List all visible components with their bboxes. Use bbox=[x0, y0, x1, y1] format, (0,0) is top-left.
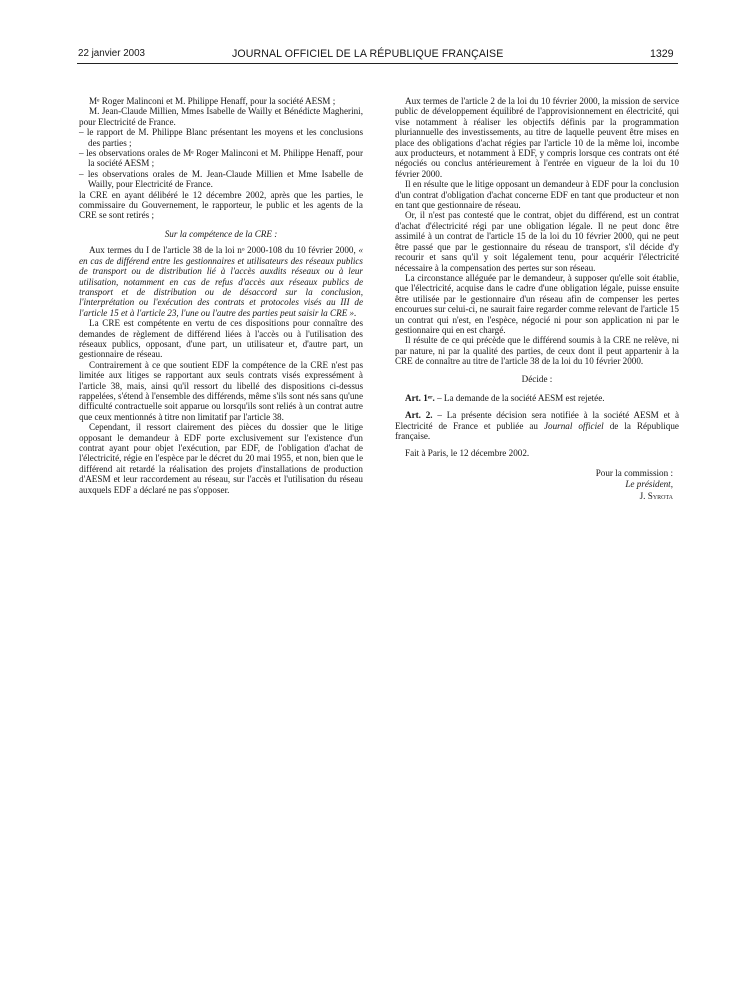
article-text: – La présente décision sera notifiée à la société AESM et à Electricité de France et publiée au bbox=[395, 410, 679, 431]
paragraph: la CRE en ayant délibéré le 12 décembre 2002, après que les parties, le commissaire du Gouvernement, le rapporteur, le public et les agents de la CRE se sont retirés ; bbox=[79, 189, 363, 221]
article-label: Art. 2. bbox=[405, 410, 433, 421]
article-2 bbox=[395, 410, 679, 441]
header-date: 22 janvier 2003 bbox=[78, 48, 145, 59]
header-title: JOURNAL OFFICIEL DE LA RÉPUBLIQUE FRANÇAISE bbox=[232, 48, 504, 60]
signature-block bbox=[395, 468, 679, 502]
paragraph-text: Aux termes du I de l'article 38 de la loi nᵒ 2000-108 du 10 février 2000, bbox=[89, 245, 359, 256]
paragraph: M. Jean-Claude Millien, Mmes Isabelle de Wailly et Bénédicte Magherini, pour Electricité de France. bbox=[79, 106, 363, 127]
paragraph: Aux termes de l'article 2 de la loi du 10 février 2000, la mission de service public de développement équilibré de l'approvisionnement en électricité, qui vise notamment à réaliser les objectifs définis par la programmation pluriannuelle des investissements, au titre de laquelle peuvent être mises en place des obligations d'achat régies par l'article 10 de la même loi, incombe aux producteurs, et notamment à EDF, y compris lorsque ces contrats ont été négociés ou conclus antérieurement à l'entrée en vigueur de la loi du 10 février 2000. bbox=[395, 96, 679, 179]
done-at: Fait à Paris, le 12 décembre 2002. bbox=[405, 447, 530, 458]
page-number: 1329 bbox=[650, 48, 674, 60]
signature-name: J. Syrota bbox=[639, 490, 673, 501]
list-item: – les observations orales de Mᵉ Roger Malinconi et M. Philippe Henaff, pour la société AESM ; bbox=[79, 148, 363, 169]
article-text: de la République française. bbox=[395, 420, 679, 442]
right-column bbox=[395, 96, 679, 502]
paragraph: Il résulte de ce qui précède que le différend soumis à la CRE ne relève, ni par nature, ni par la qualité des parties, de ceux dont il peut appartenir à la CRE de connaître au titre de l'article 38 de la loi du 10 février 2000. bbox=[395, 335, 679, 367]
article-text-italic: Journal officiel bbox=[543, 420, 604, 431]
decision-heading: Décide : bbox=[521, 373, 553, 384]
paragraph: Mᵉ Roger Malinconi et M. Philippe Henaff, pour la société AESM ; bbox=[89, 96, 336, 106]
article-1 bbox=[395, 393, 679, 403]
paragraph: Il en résulte que le litige opposant un demandeur à EDF pour la conclusion d'un contrat d'obligation d'achat concerne EDF en tant que producteur et non en tant que gestionnaire de réseau. bbox=[395, 179, 679, 211]
left-column bbox=[79, 96, 363, 495]
paragraph: La circonstance alléguée par le demandeur, à supposer qu'elle soit établie, que l'électricité, acquise dans le cadre d'une obligation légale, puisse ensuite être utilisée par le gestionnaire d'un réseau afin de compenser les pertes encourues sur celui-ci, ne saurait faire regarder comme relevant de l'article 15 un contrat qui n'est, en l'espèce, négocié ni pour son application ni par le gestionnaire qui en est chargé. bbox=[395, 272, 679, 335]
section-heading: Sur la compétence de la CRE : bbox=[164, 228, 278, 239]
list-item: – les observations orales de M. Jean-Claude Millien et Mme Isabelle de Wailly, pour Electricité de France. bbox=[79, 168, 363, 190]
paragraph: Contrairement à ce que soutient EDF la compétence de la CRE n'est pas limitée aux litiges se rapportant aux seuls contrats visés expressément à l'article 38, mais, ainsi qu'il ressort du libellé des dispositions ci-dessus rappelées, s'étend à l'ensemble des différends, même s'ils sont nés sans qu'une difficulté contractuelle soit apparue ou lorsqu'ils sont reliés à un contrat autre que ceux mentionnés à titre non limitatif par l'article 38. bbox=[79, 359, 363, 422]
header-rule bbox=[77, 63, 678, 64]
signature-line: Pour la commission : bbox=[595, 468, 673, 478]
paragraph: La CRE est compétente en vertu de ces dispositions pour connaître des demandes de règlement de différend liées à l'accès ou à l'utilisation des réseaux publics, opposant, d'une part, un utilisateur et, d'autre part, un gestionnaire de réseau. bbox=[79, 318, 363, 360]
paragraph: Cependant, il ressort clairement des pièces du dossier que le litige opposant le demandeur à EDF porte exclusivement sur l'existence d'un contrat ayant pour objet l'exécution, par EDF, de l'obligation d'achat de l'électricité, régie en l'espèce par le décret du 20 mai 1955, et non, bien que le différend ait retardé la réalisation des projets d'installations de production d'AESM et leur raccordement au réseau, sur l'accès et l'utilisation du réseau auxquels EDF a déclaré ne pas s'opposer. bbox=[79, 422, 363, 495]
signature-title: Le président, bbox=[625, 479, 673, 490]
paragraph: Or, il n'est pas contesté que le contrat, objet du différend, est un contrat d'achat d'électricité régi par une obligation légale. Il ne peut donc être assimilé à un contrat de l'article 15 de la loi du 10 février 2000, qui ne peut être passé que par le gestionnaire du réseau de transport, s'il décide d'y recourir et sans qu'il y soit légalement tenu, pour acquérir l'électricité nécessaire à la compensation des pertes sur son réseau. bbox=[395, 210, 679, 273]
quotation: « en cas de différend entre les gestionnaires et utilisateurs des réseaux publics de transport ou de distribution lié à l'accès auxdits réseaux ou à leur utilisation, notamment en cas de refus d'accès aux réseaux publics de transport et de distribution ou de désaccord sur la conclusion, l'interprétation ou l'exécution des contrats et protocoles visés au III de l'article 15 et à l'article 23, l'une ou l'autre des parties peut saisir la CRE ». bbox=[79, 245, 363, 318]
list-item: – le rapport de M. Philippe Blanc présentant les moyens et les conclusions des parties ; bbox=[79, 127, 363, 148]
paragraph bbox=[79, 245, 363, 318]
article-label: Art. 1ᵉʳ. bbox=[405, 392, 435, 403]
article-text: – La demande de la société AESM est rejetée. bbox=[434, 392, 605, 403]
